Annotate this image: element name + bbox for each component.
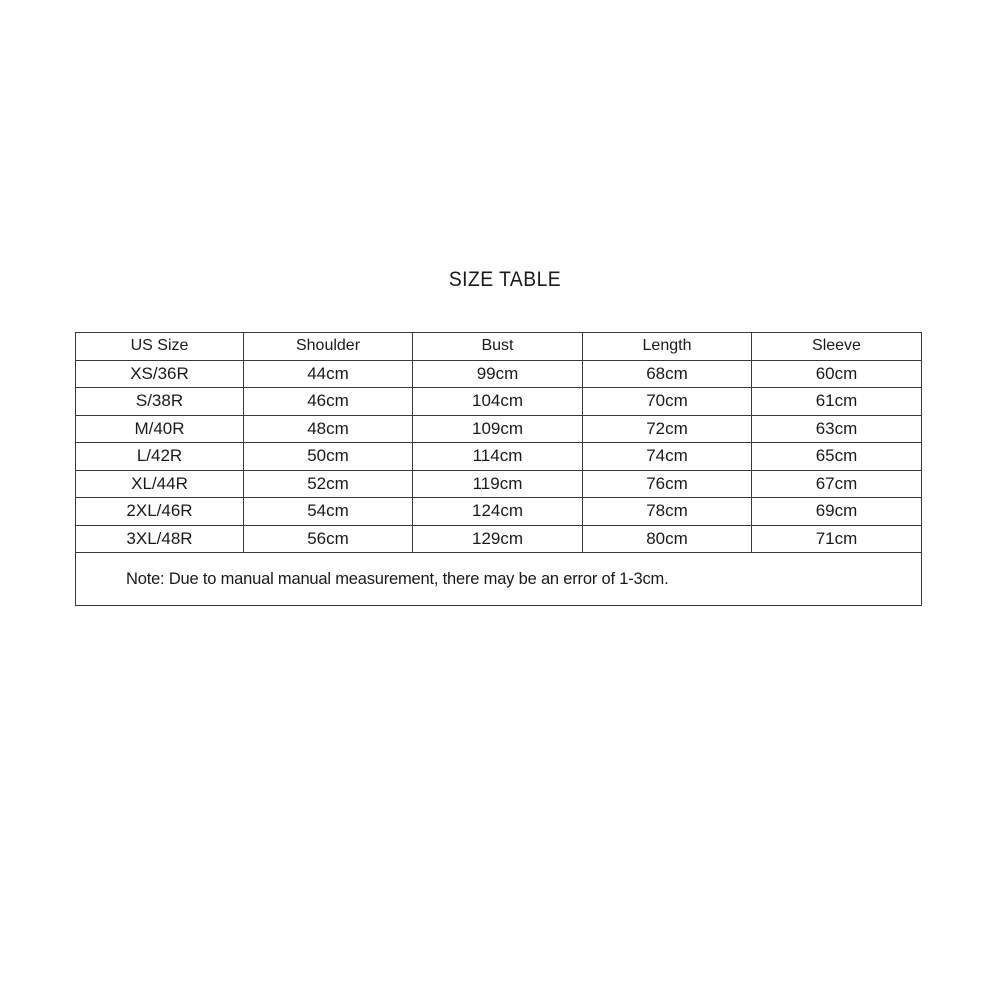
page-title: SIZE TABLE (448, 268, 562, 291)
cell-sleeve: 61cm (752, 388, 922, 416)
cell-us-size: 3XL/48R (76, 525, 244, 553)
cell-sleeve: 60cm (752, 360, 922, 388)
table-header-row (76, 333, 922, 361)
cell-us-size: M/40R (76, 415, 244, 443)
cell-length: 74cm (583, 443, 752, 471)
note-row (76, 553, 922, 606)
cell-shoulder: 56cm (244, 525, 413, 553)
cell-shoulder: 52cm (244, 470, 413, 498)
cell-bust: 129cm (413, 525, 583, 553)
table-row (76, 498, 922, 526)
cell-us-size: XL/44R (76, 470, 244, 498)
cell-length: 68cm (583, 360, 752, 388)
cell-sleeve: 71cm (752, 525, 922, 553)
cell-length: 76cm (583, 470, 752, 498)
cell-length: 80cm (583, 525, 752, 553)
cell-sleeve: 67cm (752, 470, 922, 498)
cell-length: 78cm (583, 498, 752, 526)
table-row (76, 415, 922, 443)
size-table (75, 332, 922, 606)
cell-us-size: 2XL/46R (76, 498, 244, 526)
cell-sleeve: 65cm (752, 443, 922, 471)
cell-us-size: S/38R (76, 388, 244, 416)
header-shoulder: Shoulder (244, 333, 413, 361)
cell-sleeve: 63cm (752, 415, 922, 443)
table-row (76, 443, 922, 471)
cell-us-size: L/42R (76, 443, 244, 471)
header-bust: Bust (413, 333, 583, 361)
header-length: Length (583, 333, 752, 361)
header-us-size: US Size (76, 333, 244, 361)
cell-bust: 114cm (413, 443, 583, 471)
cell-sleeve: 69cm (752, 498, 922, 526)
cell-us-size: XS/36R (76, 360, 244, 388)
cell-shoulder: 46cm (244, 388, 413, 416)
cell-bust: 124cm (413, 498, 583, 526)
cell-bust: 99cm (413, 360, 583, 388)
measurement-note: Note: Due to manual manual measurement, there may be an error of 1-3cm. (76, 553, 922, 606)
table-row (76, 388, 922, 416)
table-row (76, 525, 922, 553)
cell-length: 72cm (583, 415, 752, 443)
cell-length: 70cm (583, 388, 752, 416)
cell-shoulder: 48cm (244, 415, 413, 443)
cell-bust: 104cm (413, 388, 583, 416)
header-sleeve: Sleeve (752, 333, 922, 361)
cell-bust: 119cm (413, 470, 583, 498)
table-row (76, 470, 922, 498)
cell-shoulder: 44cm (244, 360, 413, 388)
cell-bust: 109cm (413, 415, 583, 443)
table-row (76, 360, 922, 388)
cell-shoulder: 54cm (244, 498, 413, 526)
cell-shoulder: 50cm (244, 443, 413, 471)
